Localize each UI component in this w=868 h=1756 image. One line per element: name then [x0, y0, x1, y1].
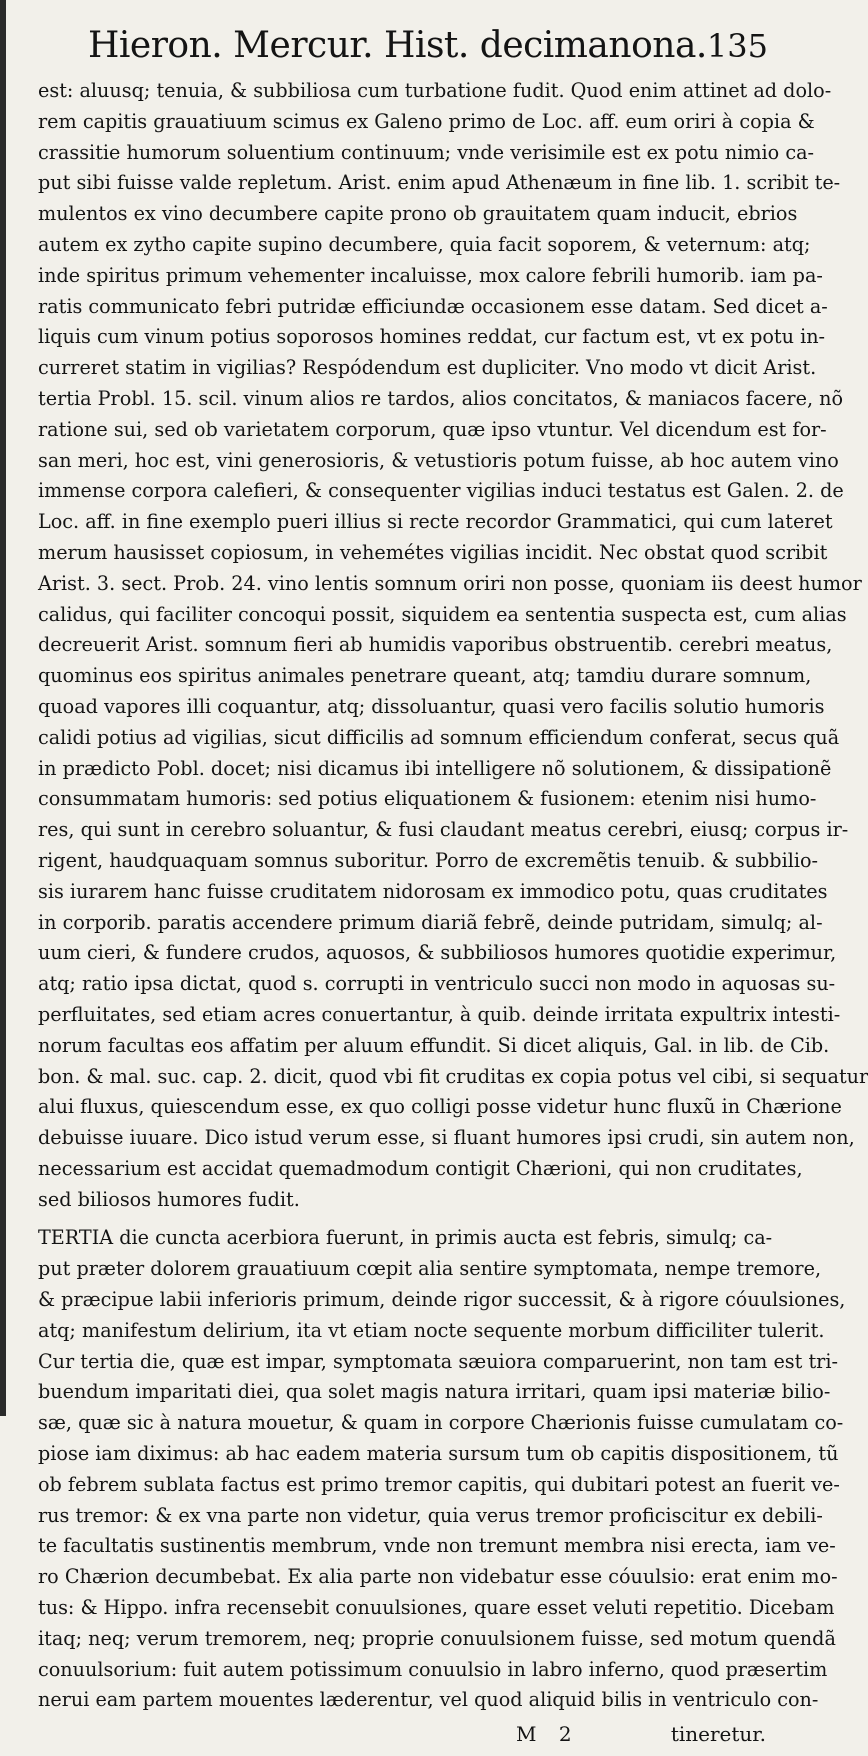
- text-line: debuisse iuuare. Dico istud verum esse, si fluant humores ipsi crudi, sin autem non,: [38, 1126, 855, 1150]
- paragraph-2: [38, 1223, 846, 1716]
- text-line: calidi potius ad vigilias, sicut difficilis ad somnum efficiendum conferat, secus quã: [38, 725, 840, 749]
- text-line: conuulsorium: fuit autem potissimum conuulsio in labro inferno, quod præsertim: [38, 1657, 828, 1681]
- page-header: [38, 24, 766, 76]
- text-line: rem capitis grauatiuum scimus ex Galeno primo de Loc. aff. eum oriri à copia &: [38, 109, 815, 133]
- page-edge-shadow: [0, 0, 6, 1416]
- text-line: sæ, quæ sic à natura mouetur, & quam in corpore Chærionis fuisse cumulatam co-: [38, 1411, 844, 1435]
- text-line: perfluitates, sed etiam acres conuertantur, à quib. deinde irritata expultrix intesti-: [38, 1002, 841, 1026]
- text-line: san meri, hoc est, vini generosioris, & vetustioris potum fuisse, ab hoc autem vino: [38, 448, 839, 472]
- text-line: te facultatis sustinentis membrum, vnde non tremunt membra nisi erecta, iam ve-: [38, 1534, 836, 1558]
- text-line: TERTIA die cuncta acerbiora fuerunt, in primis aucta est febris, simulq; ca-: [38, 1226, 773, 1250]
- text-line: Cur tertia die, quæ est impar, symptomata sæuiora comparuerint, non tam est tri-: [38, 1349, 838, 1373]
- text-line: bon. & mal. suc. cap. 2. dicit, quod vbi fit cruditas ex copia potus vel cibi, si sequatur: [38, 1064, 868, 1088]
- running-title: Hieron. Mercur. Hist. decimanona.: [88, 25, 707, 66]
- text-line: rus tremor: & ex vna parte non videtur, quia verus tremor proficiscitur ex debili-: [38, 1503, 823, 1527]
- text-line: decreuerit Arist. somnum fieri ab humidis vaporibus obstruentib. cerebri meatus,: [38, 633, 833, 657]
- text-line: est: aluusq; tenuia, & subbiliosa cum turbatione fudit. Quod enim attinet ad dolo-: [38, 79, 832, 102]
- text-line: Arist. 3. sect. Prob. 24. vino lentis somnum oriri non posse, quoniam iis deest humor: [38, 571, 862, 595]
- text-line: ro Chærion decumbebat. Ex alia parte non videbatur esse cóuulsio: erat enim mo-: [38, 1565, 838, 1589]
- text-line: consummatam humoris: sed potius eliquationem & fusionem: etenim nisi humo-: [38, 787, 817, 811]
- text-line: merum hausisset copiosum, in vehemétes vigilias incidit. Nec obstat quod scribit: [38, 540, 828, 564]
- text-line: nerui eam partem mouentes læderentur, vel quod aliquid bilis in ventriculo con-: [38, 1688, 819, 1712]
- text-line: norum facultas eos affatim per aluum effundit. Si dicet aliquis, Gal. in lib. de Cib.: [38, 1033, 830, 1057]
- signature-mark: M 2: [516, 1722, 580, 1747]
- text-line: tertia Probl. 15. scil. vinum alios re tardos, alios concitatos, & maniacos facere, nõ: [38, 386, 844, 410]
- text-line: buendum imparitati diei, qua solet magis natura irritari, quam ipsi materiæ bilio-: [38, 1380, 831, 1404]
- text-line: ob febrem sublata factus est primo tremor capitis, qui dubitari potest an fuerit ve-: [38, 1472, 840, 1496]
- text-line: crassitie humorum soluentium continuum; vnde verisimile est ex potu nimio ca-: [38, 140, 814, 164]
- body-text: [38, 76, 868, 1716]
- text-line: put præter dolorem grauatiuum cœpit alia sentire symptomata, nempe tremore,: [38, 1257, 822, 1281]
- text-line: in prædicto Pobl. docet; nisi dicamus ibi intelligere nõ solutionem, & dissipationẽ: [38, 756, 832, 780]
- text-line: uum cieri, & fundere crudos, aquosos, & subbiliosos humores quotidie experimur,: [38, 941, 837, 965]
- text-line: immense corpora calefieri, & consequenter vigilias induci testatus est Galen. 2. de: [38, 479, 844, 503]
- text-line: curreret statim in vigilias? Respódendum est dupliciter. Vno modo vt dicit Arist.: [38, 356, 817, 380]
- text-line: Loc. aff. in fine exemplo pueri illius si recte recordor Grammatici, qui cum lateret: [38, 510, 833, 534]
- text-line: sed biliosos humores fudit.: [38, 1187, 300, 1211]
- text-line: liquis cum vinum potius soporosos homines reddat, cur factum est, vt ex potu in-: [38, 325, 826, 349]
- paragraph-gap: [38, 1215, 766, 1223]
- text-line: quominus eos spiritus animales penetrare queant, atq; tamdiu durare somnum,: [38, 664, 812, 688]
- text-line: atq; ratio ipsa dictat, quod s. corrupti in ventriculo succi non modo in aquosas su-: [38, 972, 836, 996]
- text-line: mulentos ex vino decumbere capite prono ob grauitatem quam inducit, ebrios: [38, 202, 798, 226]
- text-line: put sibi fuisse valde repletum. Arist. enim apud Athenæum in fine lib. 1. scribit te-: [38, 171, 841, 195]
- text-line: inde spiritus primum vehementer incaluisse, mox calore febrili humorib. iam pa-: [38, 263, 823, 287]
- text-line: quoad vapores illi coquantur, atq; dissoluantur, quasi vero facilis solutio humoris: [38, 694, 825, 718]
- text-line: itaq; neq; verum tremorem, neq; proprie conuulsionem fuisse, sed motum quendã: [38, 1626, 836, 1650]
- text-line: ratis communicato febri putridæ efficiundæ occasionem esse datam. Sed dicet a-: [38, 294, 828, 318]
- text-line: res, qui sunt in cerebro soluantur, & fusi claudant meatus cerebri, eiusq; corpus ir-: [38, 818, 849, 842]
- text-line: necessarium est accidat quemadmodum contigit Chærioni, qui non cruditates,: [38, 1156, 803, 1180]
- text-line: sis iurarem hanc fuisse cruditatem nidorosam ex immodico potu, quas cruditates: [38, 879, 828, 903]
- text-line: atq; manifestum delirium, ita vt etiam nocte sequente morbum difficiliter tulerit.: [38, 1318, 825, 1342]
- text-line: piose iam diximus: ab hac eadem materia sursum tum ob capitis dispositionem, tũ: [38, 1442, 839, 1466]
- text-line: alui fluxus, quiescendum esse, ex quo colligi posse videtur hunc fluxũ in Chærione: [38, 1095, 842, 1119]
- page-footer: [38, 1716, 766, 1756]
- catchword: tineretur.: [670, 1722, 766, 1747]
- paragraph-1: [38, 76, 868, 1215]
- text-line: ratione sui, sed ob varietatem corporum, quæ ipso vtuntur. Vel dicendum est for-: [38, 417, 827, 441]
- text-line: autem ex zytho capite supino decumbere, quia facit soporem, & veternum: atq;: [38, 232, 811, 256]
- text-line: tus: & Hippo. infra recensebit conuulsiones, quare esset veluti repetitio. Dicebam: [38, 1596, 835, 1620]
- text-line: & præcipue labii inferioris primum, deinde rigor successit, & à rigore cóuulsiones,: [38, 1288, 846, 1312]
- text-line: calidus, qui faciliter concoqui possit, siquidem ea sententia suspecta est, cum alias: [38, 602, 847, 626]
- text-line: rigent, haudquaquam somnus suboritur. Porro de excremẽtis tenuib. & subbilio-: [38, 848, 819, 872]
- text-line: in corporib. paratis accendere primum diariã febrẽ, deinde putridam, simulq; al-: [38, 910, 823, 934]
- page-number: 135: [706, 27, 768, 65]
